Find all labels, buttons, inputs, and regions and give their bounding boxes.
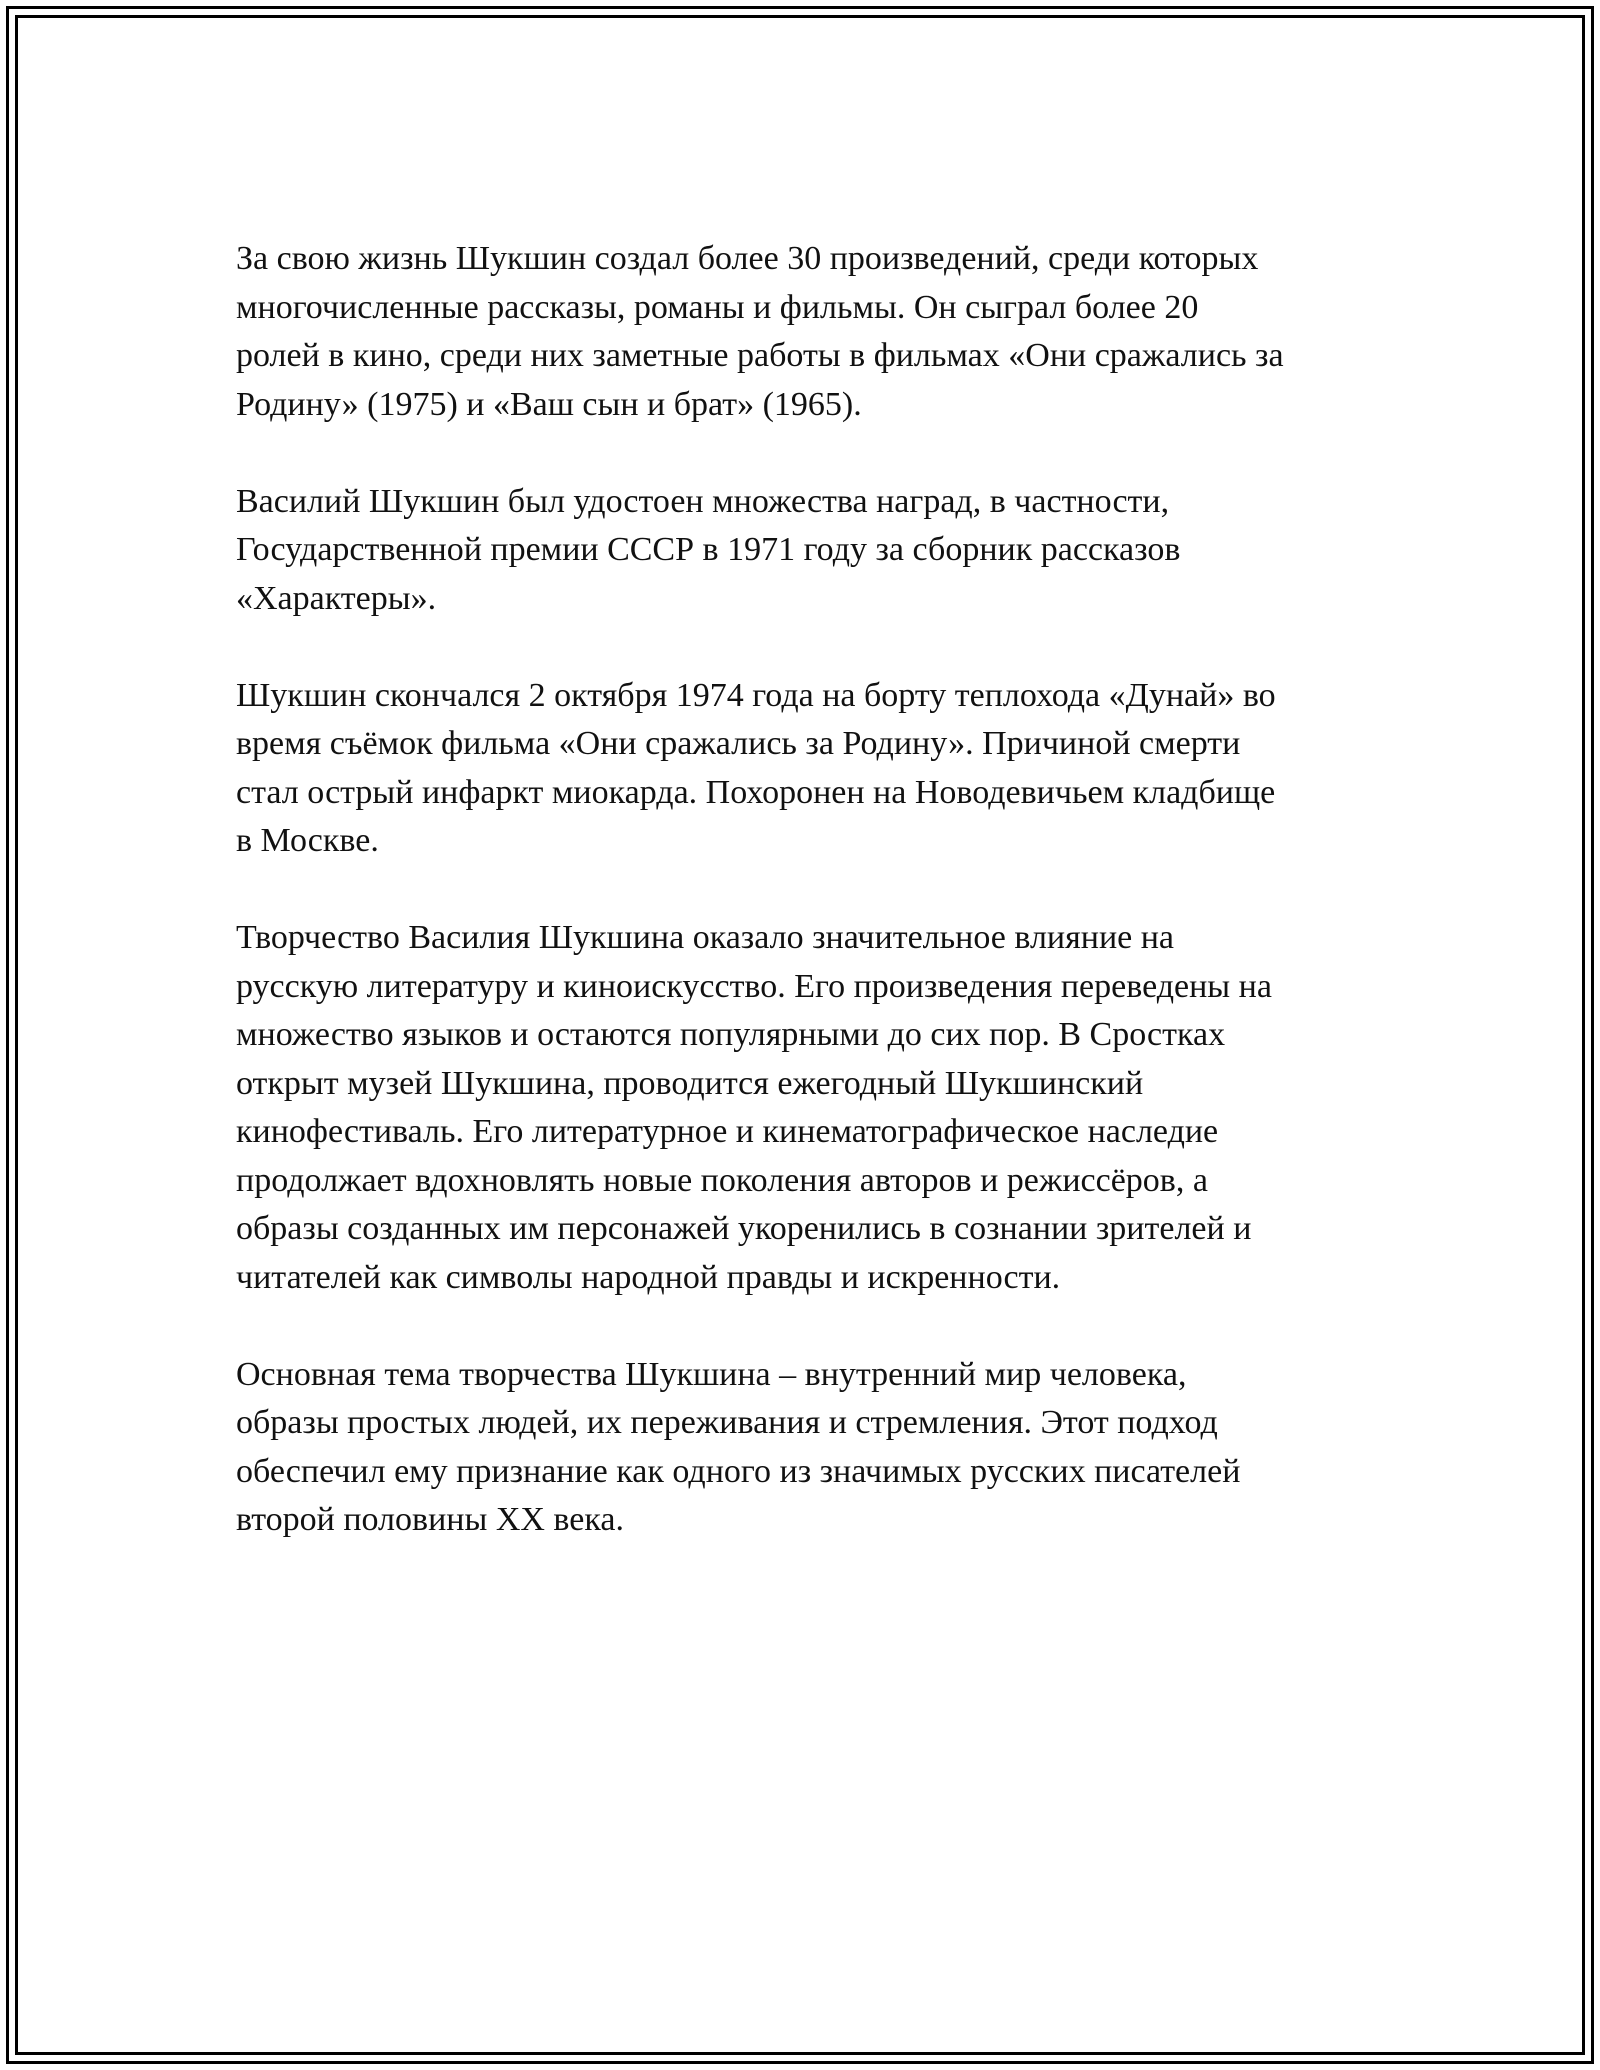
paragraph-death: Шукшин скончался 2 октября 1974 года на борту теплохода «Дунай» во время съёмок фильма «Они сражались за Родину». Причиной смерти стал острый инфаркт миокарда. Похоронен на Новодевичьем кладбище в Москве. xyxy=(236,676,1276,859)
document-body xyxy=(236,235,1376,1593)
paragraph-works: За свою жизнь Шукшин создал более 30 произведений, среди которых многочисленные рассказы, романы и фильмы. Он сыграл более 20 ролей в кино, среди них заметные работы в фильмах «Они сражались за Родину» (1975) и «Ваш сын и брат» (1965). xyxy=(236,240,1284,423)
paragraph-legacy: Творчество Василия Шукшина оказало значительное влияние на русскую литературу и киноискусство. Его произведения переведены на множество языков и остаются популярными до сих пор. В Сростках открыт музей Шукшина, проводится ежегодный Шукшинский кинофестиваль. Его литературное и кинематографическое наследие продолжает вдохновлять новые поколения авторов и режиссёров, а образы созданных им персонажей укоренились в сознании зрителей и читателей как символы народной правды и искренности. xyxy=(236,919,1272,1296)
paragraph-main-theme: Основная тема творчества Шукшина – внутренний мир человека, образы простых людей, их переживания и стремления. Этот подход обеспечил ему признание как одного из значимых русских писателей второй половины XX века. xyxy=(236,1355,1241,1538)
paragraph-awards: Василий Шукшин был удостоен множества наград, в частности, Государственной премии СССР в 1971 году за сборник рассказов «Характеры». xyxy=(236,482,1181,617)
